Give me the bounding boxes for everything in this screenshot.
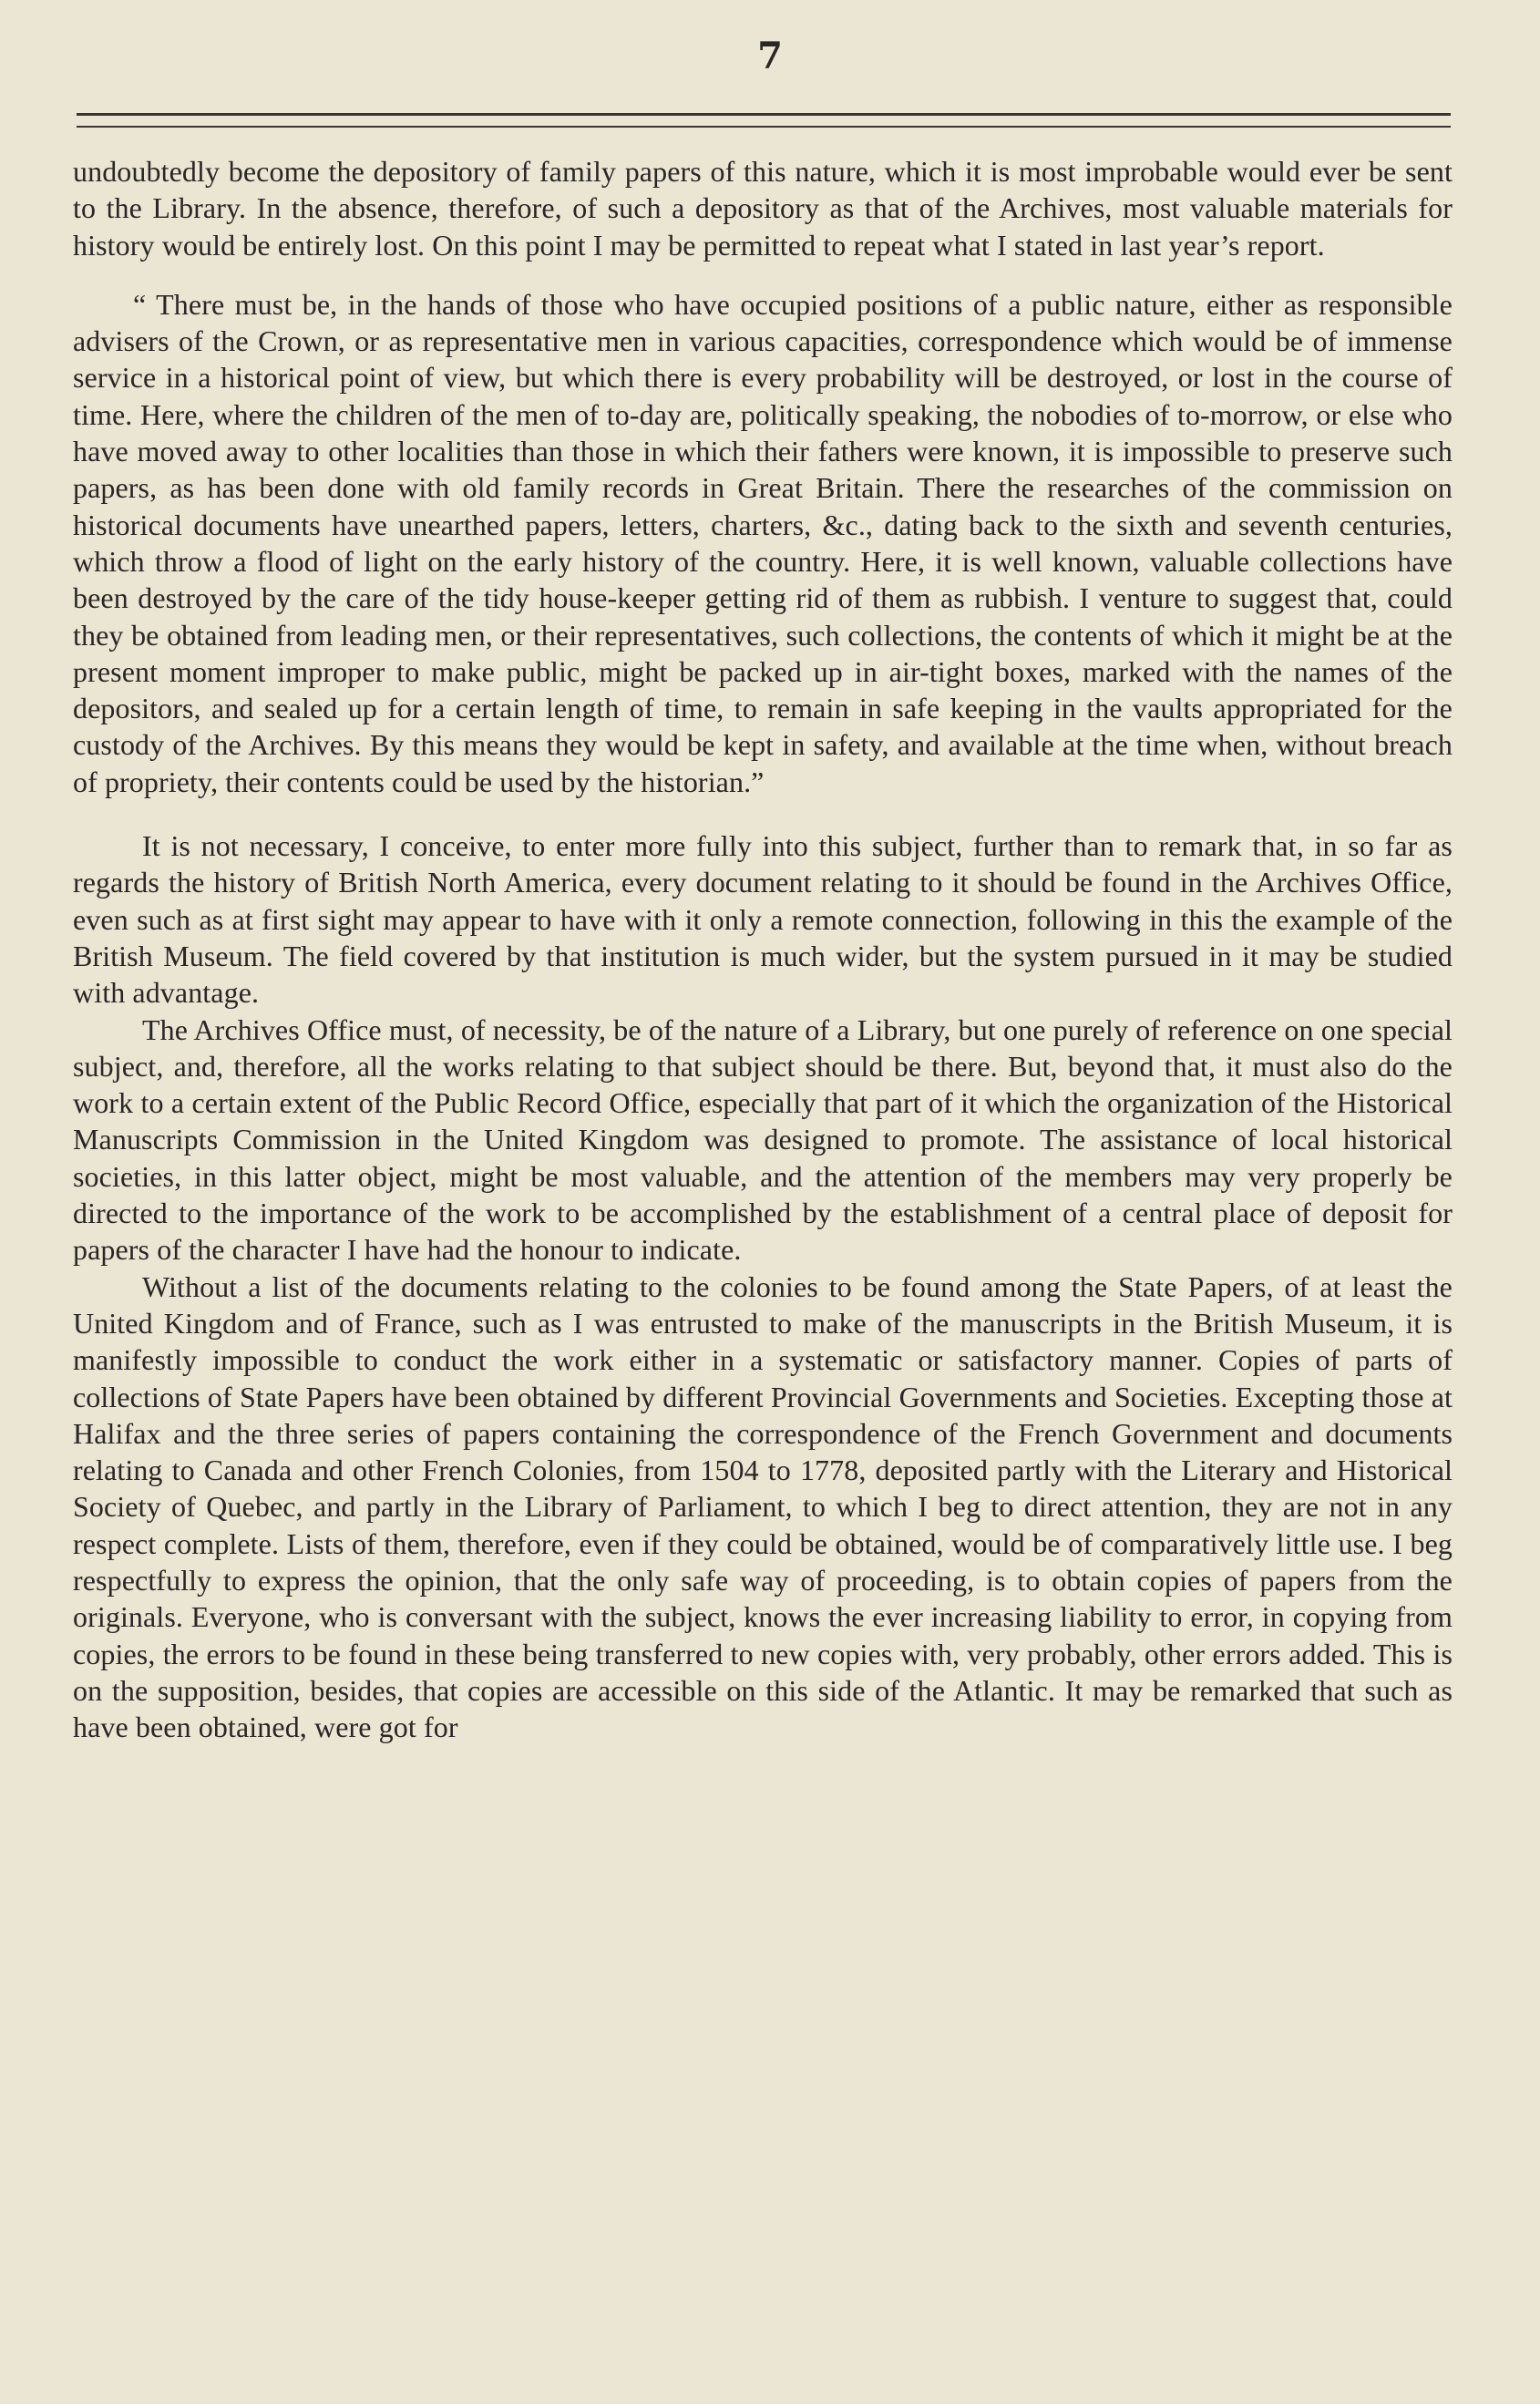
page-number: 7 (757, 35, 783, 77)
paragraph-quotation: “ There must be, in the hands of those who have occupied positions of a public nature, either as responsible advisers of the Crown, or as representative men in various capacities, correspondence which would be of immense service in a historical point of view, but which there is every probability will be destroyed, or lost in the course of time. Here, where the children of the men of to-day are, politically speaking, the nobodies of to-morrow, or else who have moved away to other localities than those in which their fathers were known, it is impossible to preserve such papers, as has been done with old family records in Great Britain. There the researches of the commission on historical documents have unearthed papers, letters, charters, &c., dating back to the sixth and seventh centuries, which throw a flood of light on the early history of the country. Here, it is well known, valuable collections have been destroyed by the care of the tidy house-keeper getting rid of them as rubbish. I venture to suggest that, could they be obtained from leading men, or their representatives, such collections, the contents of which it might be at the present moment improper to make public, might be packed up in air-tight boxes, marked with the names of the depositors, and sealed up for a certain length of time, to remain in safe keeping in the vaults appropriated for the custody of the Archives. By this means they would be kept in safety, and available at the time when, without breach of propriety, their contents could be used by the historian.” (73, 287, 1453, 798)
header-rule-thin (77, 126, 1451, 128)
paragraph-archives-office: The Archives Office must, of necessity, be of the nature of a Library, but one purely of reference on one special subject, and, therefore, all the works relating to that subject should be there. But, beyond that, it must also do the work to a certain extent of the Public Record Office, especially that part of it which the organization of the Historical Manuscripts Commission in the United Kingdom was designed to promote. The assistance of local historical societies, in this latter object, might be most valuable, and the attention of the members may very properly be directed to the importance of the work to be accomplished by the establishment of a central place of deposit for papers of the character I have had the honour to indicate. (73, 1012, 1453, 1267)
paragraph-british-museum: It is not necessary, I conceive, to enter more fully into this subject, further than to remark that, in so far as regards the history of British North America, every document relating to it should be found in the Archives Office, even such as at first sight may appear to have with it only a remote connection, following in this the example of the British Museum. The field covered by that institution is much wider, but the system pursued in it may be studied with advantage. (73, 829, 1453, 1010)
paragraph-continuation: undoubtedly become the depository of family papers of this nature, which it is most improbable would ever be sent to the Library. In the absence, therefore, of such a depository as that of the Archives, most valuable materials for history would be entirely lost. On this point I may be permitted to repeat what I stated in last year’s report. (73, 155, 1453, 262)
header-rule-thick (77, 113, 1451, 116)
body-text (73, 153, 1453, 1745)
paragraph-state-papers: Without a list of the documents relating to the colonies to be found among the State Papers, of at least the United Kingdom and of France, such as I was entrusted to make of the manuscripts in the British Museum, it is manifestly impossible to conduct the work either in a systematic or satisfactory manner. Copies of parts of collections of State Papers have been obtained by different Provincial Governments and Societies. Excepting those at Halifax and the three series of papers containing the correspondence of the French Government and documents relating to Canada and other French Colonies, from 1504 to 1778, deposited partly with the Literary and Historical Society of Quebec, and partly in the Library of Parliament, to which I beg to direct attention, they are not in any respect complete. Lists of them, therefore, even if they could be obtained, would be of comparatively little use. I beg respectfully to express the opinion, that the only safe way of proceeding, is to obtain copies of papers from the originals. Everyone, who is conversant with the subject, knows the ever increasing liability to error, in copying from copies, the errors to be found in these being transferred to new copies with, very probably, other errors added. This is on the supposition, besides, that copies are accessible on this side of the Atlantic. It may be remarked that such as have been obtained, were got for (73, 1269, 1453, 1744)
